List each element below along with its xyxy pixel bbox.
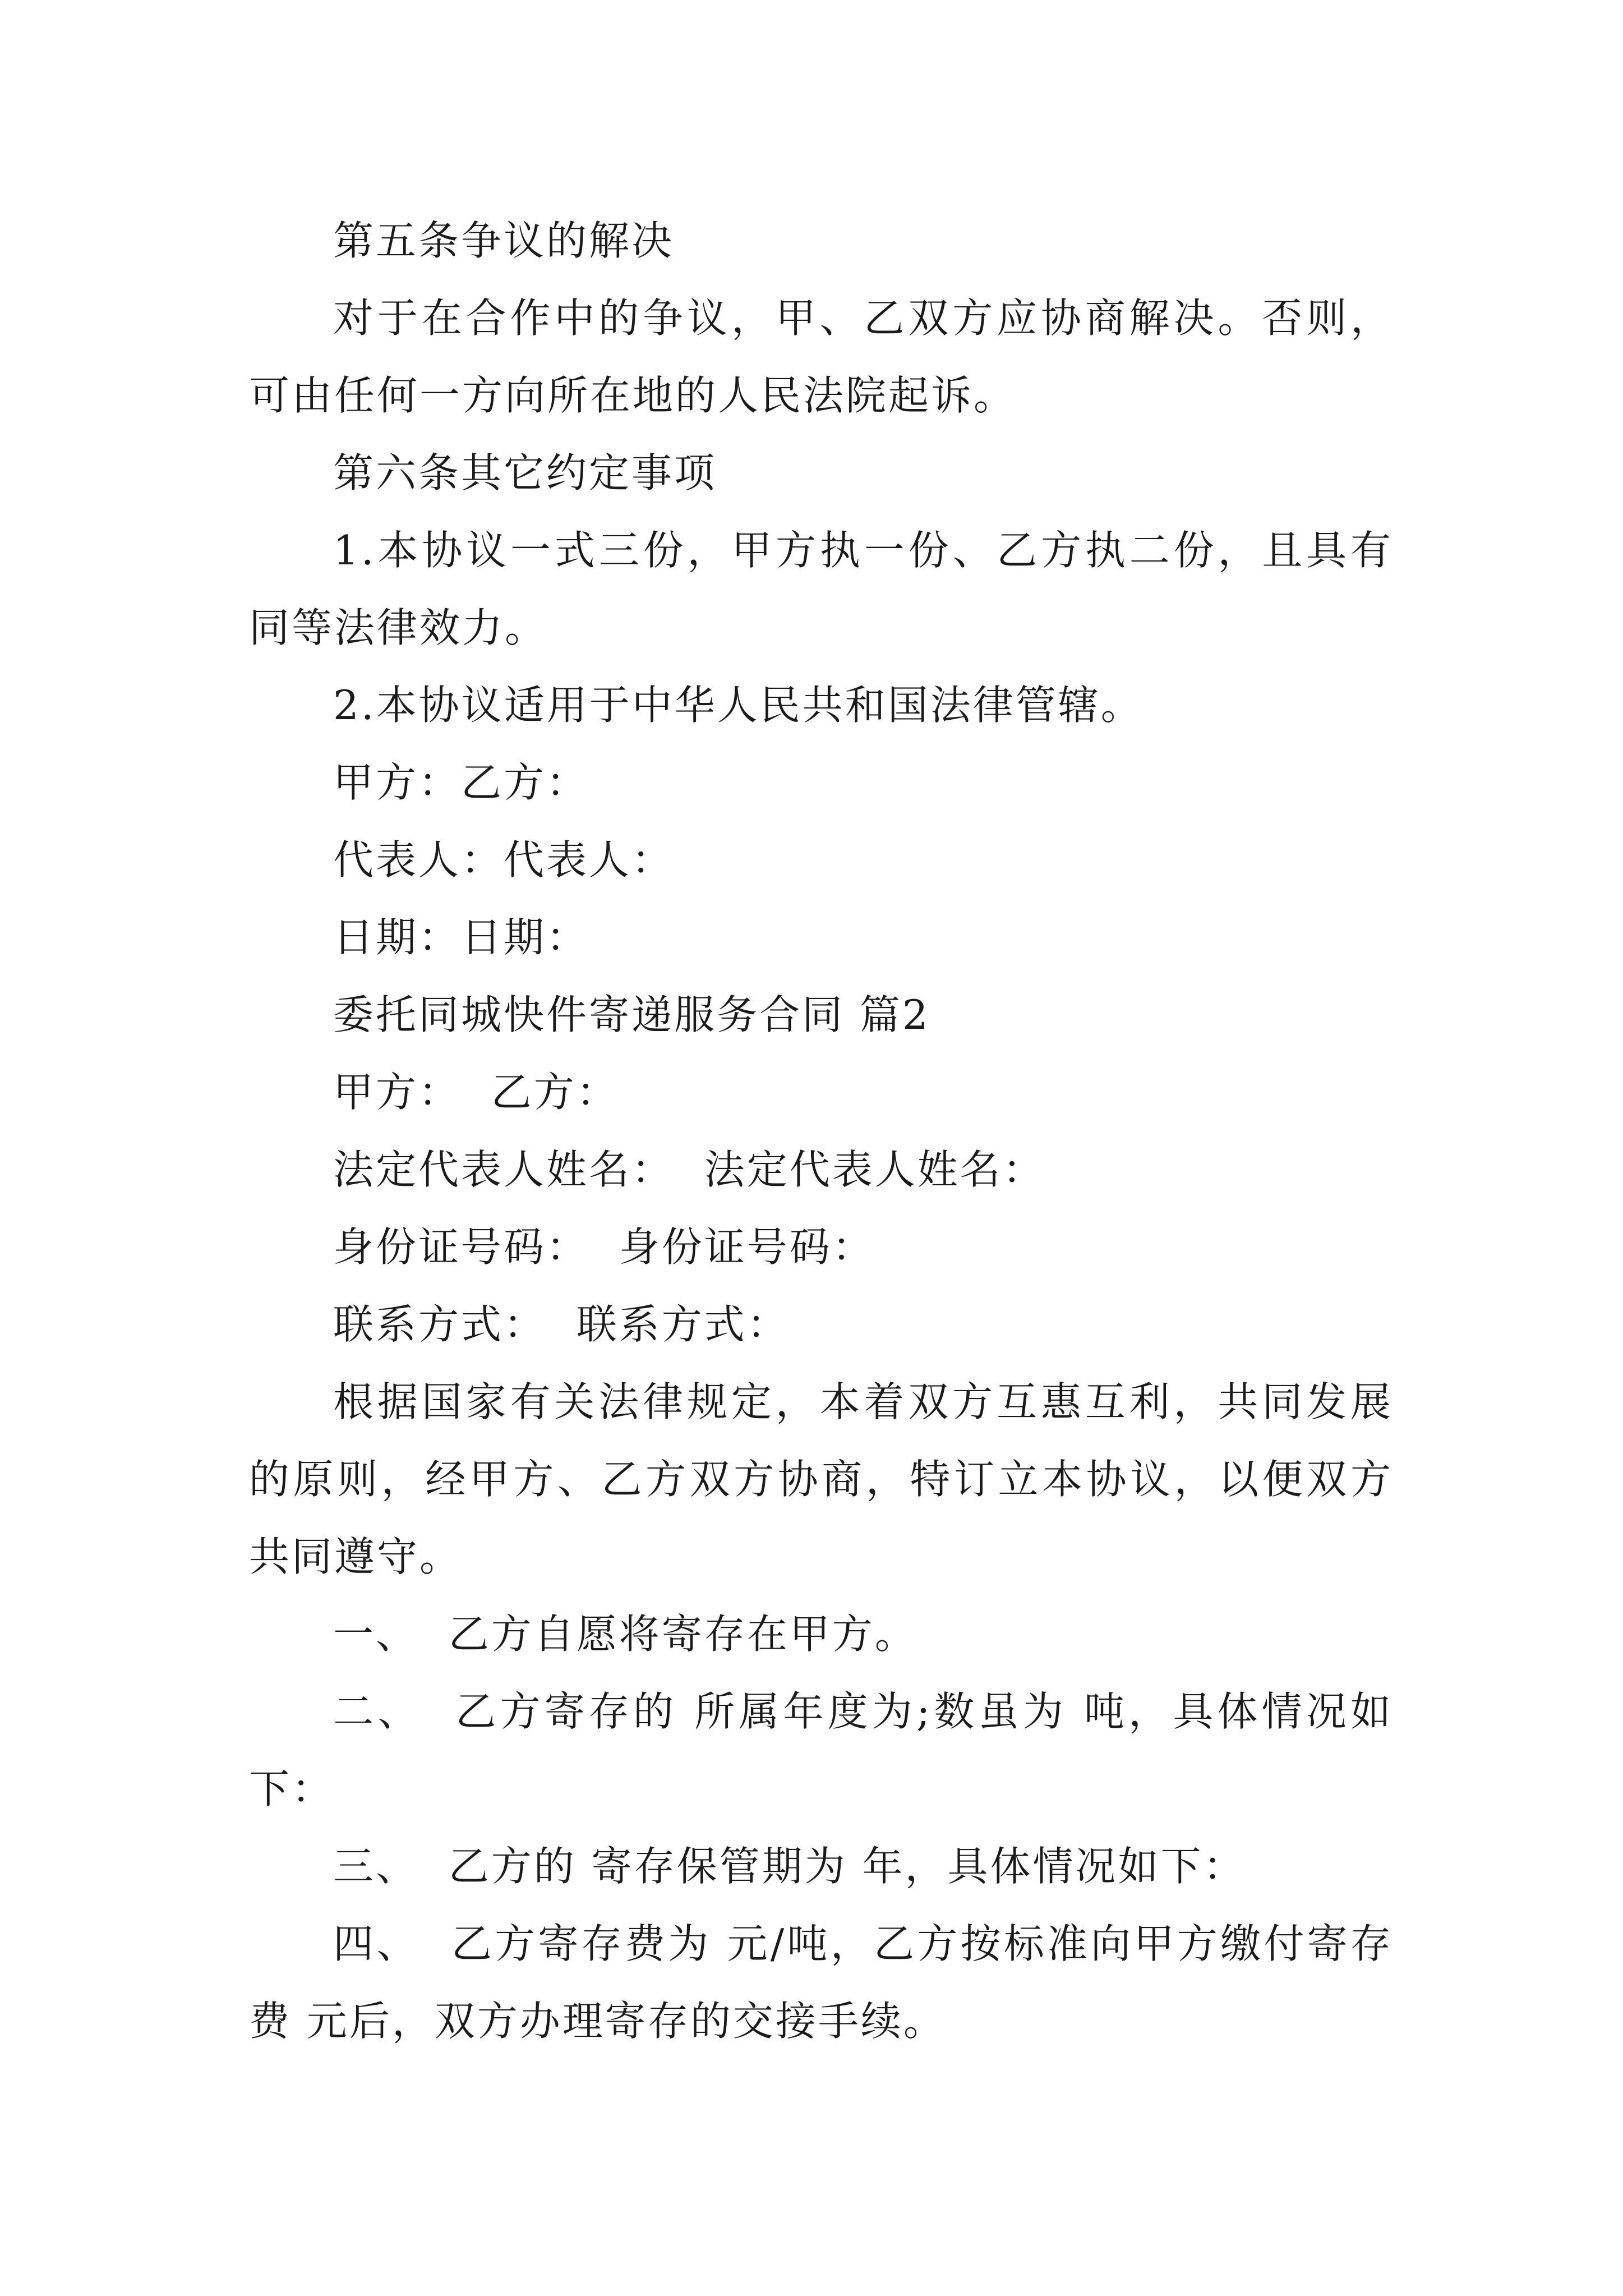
clause-2: 二、 乙方寄存的 所属年度为;数虽为 吨，具体情况如下： [249,1688,1393,1812]
party-names-line: 甲方： 乙方： [333,1069,619,1116]
id-number-line: 身份证号码： 身份证号码： [333,1223,875,1271]
paragraph-preamble: 根据国家有关法律规定，本着双方互惠互利，共同发展的原则，经甲方、乙方双方协商，特订立本协议，以便双方共同遵守。 [249,1378,1393,1580]
signature-dates: 日期：日期： [333,914,589,961]
clause-3: 三、 乙方的 寄存保管期为 年，具体情况如下： [333,1843,1246,1890]
legal-representative-line: 法定代表人姓名： 法定代表人姓名： [333,1146,1045,1193]
contact-line: 联系方式： 联系方式： [333,1301,790,1348]
signature-parties: 甲方：乙方： [333,759,589,806]
paragraph-dispute-clause: 对于在合作中的争议，甲、乙双方应协商解决。否则，可由任何一方向所在地的人民法院起诉。 [249,295,1393,419]
signature-representatives: 代表人：代表人： [333,836,675,884]
document-body [249,202,1408,2060]
clause-1: 一、 乙方自愿将寄存在甲方。 [333,1611,917,1658]
paragraph-copies-clause: 1.本协议一式三份，甲方执一份、乙方执二份，且具有同等法律效力。 [249,527,1393,651]
paragraph-jurisdiction-clause: 2.本协议适用于中华人民共和国法律管辖。 [333,682,1144,729]
section-heading-other-matters: 第六条其它约定事项 [333,449,717,496]
clause-4: 四、 乙方寄存费为 元/吨，乙方按标准向甲方缴付寄存 费 元后，双方办理寄存的交接手续。 [249,1920,1408,2045]
section-heading-dispute-resolution: 第五条争议的解决 [333,217,675,264]
contract-title-part-2: 委托同城快件寄递服务合同 篇2 [333,991,930,1038]
